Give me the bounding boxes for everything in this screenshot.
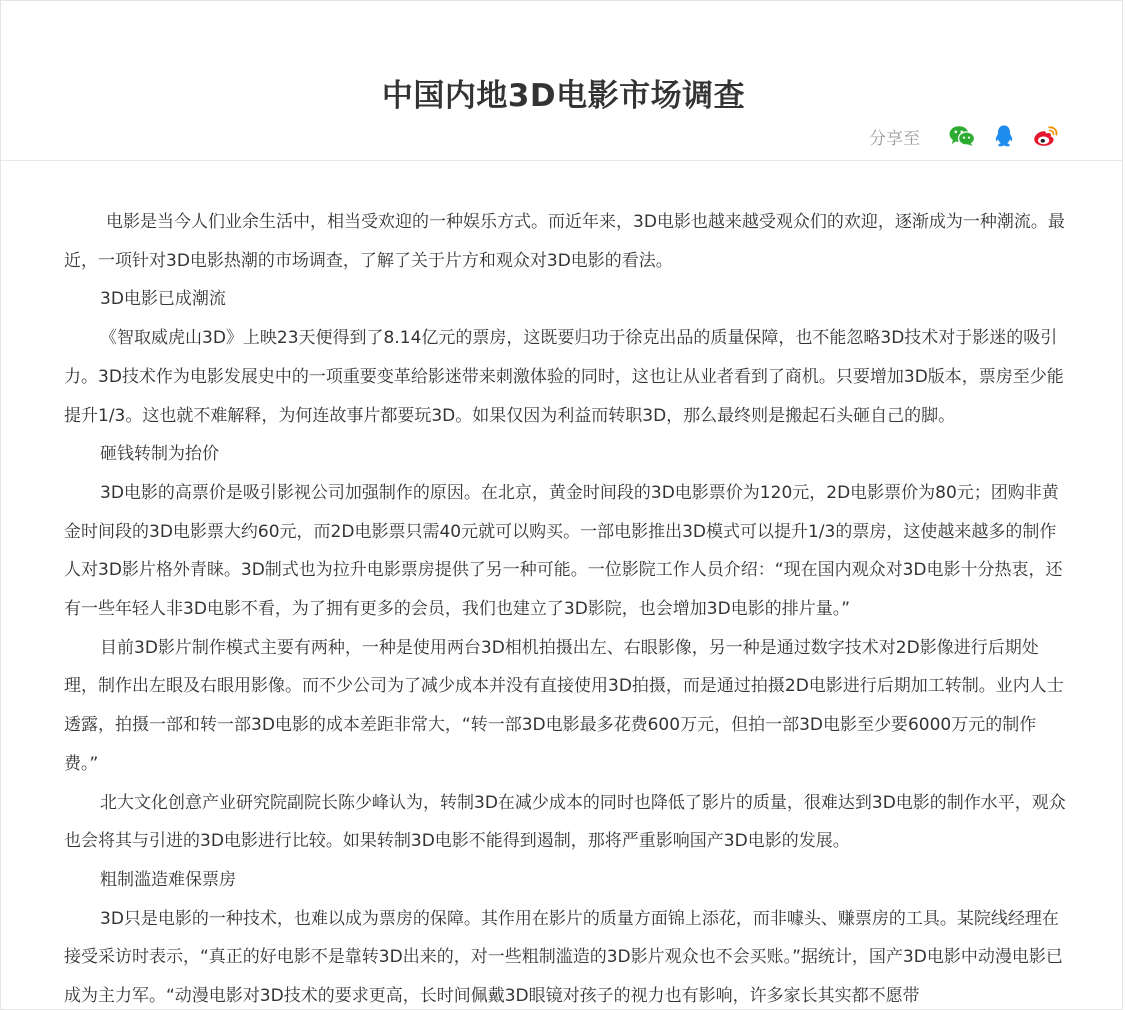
paragraph: 北大文化创意产业研究院副院长陈少峰认为，转制3D在减少成本的同时也降低了影片的质量，很难达到3D电影的制作水平，观众也会将其与引进的3D电影进行比较。如果转制3D电影不能得到遏制，那将严重影响国产3D电影的发展。 [64,792,1066,852]
paragraph: 电影是当今人们业余生活中，相当受欢迎的一种娱乐方式。而近年来，3D电影也越来越受观众们的欢迎，逐渐成为一种潮流。最近，一项针对3D电影热潮的市场调查，了解了关于片方和观众对3D电影的看法。 [64,212,1065,271]
article-body [64,203,1066,1010]
paragraph: 3D只是电影的一种技术，也难以成为票房的保障。其作用在影片的质量方面锦上添花，而非噱头、赚票房的工具。某院线经理在接受采访时表示，“真正的好电影不是靠转3D出来的，对一些粗制滥造的3D影片观众也不会买账。”据统计，国产3D电影中动漫电影已成为主力军。“动漫电影对3D技术的要求更高，长时间佩戴3D眼镜对孩子的视力也有影响，许多家长其实都不愿带 [64,908,1063,1007]
wechat-icon[interactable] [948,122,976,150]
share-label: 分享至 [869,128,920,149]
qq-icon[interactable] [990,122,1018,150]
section-heading: 3D电影已成潮流 [100,289,226,310]
section-heading: 砸钱转制为抬价 [100,444,219,465]
paragraph: 3D电影的高票价是吸引影视公司加强制作的原因。在北京，黄金时间段的3D电影票价为120元，2D电影票价为80元；团购非黄金时间段的3D电影票大约60元，而2D电影票只需40元就可以购买。一部电影推出3D模式可以提升1/3的票房，这使越来越多的制作人对3D影片格外青睐。3D制式也为拉升电影票房提供了另一种可能。一位影院工作人员介绍：“现在国内观众对3D电影十分热衷，还有一些年轻人非3D电影不看，为了拥有更多的会员，我们也建立了3D影院，也会增加3D电影的排片量。” [64,482,1063,620]
weibo-icon[interactable] [1032,122,1060,150]
share-bar [869,121,1060,151]
header-divider [1,160,1123,161]
page-title: 中国内地3D电影市场调查 [381,77,746,114]
paragraph: 《智取威虎山3D》上映23天便得到了8.14亿元的票房，这既要归功于徐克出品的质量保障，也不能忽略3D技术对于影迷的吸引力。3D技术作为电影发展史中的一项重要变革给影迷带来刺激体验的同时，这也让从业者看到了商机。只要增加3D版本，票房至少能提升1/3。这也就不难解释，为何连故事片都要玩3D。如果仅因为利益而转职3D，那么最终则是搬起石头砸自己的脚。 [64,328,1064,426]
paragraph: 目前3D影片制作模式主要有两种，一种是使用两台3D相机拍摄出左、右眼影像，另一种是通过数字技术对2D影像进行后期处理，制作出左眼及右眼用影像。而不少公司为了减少成本并没有直接使用3D拍摄，而是通过拍摄2D电影进行后期加工转制。业内人士透露，拍摄一部和转一部3D电影的成本差距非常大，“转一部3D电影最多花费600万元，但拍一部3D电影至少要6000万元的制作费。” [64,637,1064,774]
section-heading: 粗制滥造难保票房 [100,869,236,890]
